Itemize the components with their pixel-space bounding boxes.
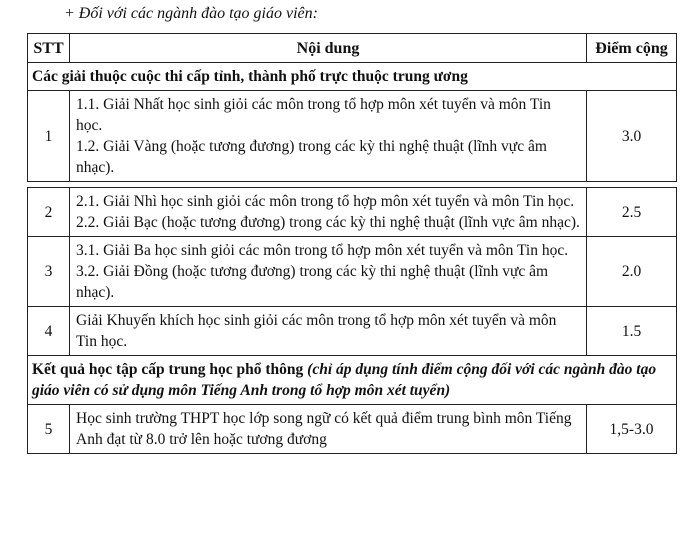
row-content <box>70 91 587 182</box>
header-points: Điểm cộng <box>587 34 677 63</box>
content-line: 1.2. Giải Vàng (hoặc tương đương) trong các kỳ thi nghệ thuật (lĩnh vực âm nhạc). <box>76 138 547 176</box>
row-content <box>70 188 587 237</box>
section-title: Các giải thuộc cuộc thi cấp tỉnh, thành phố trực thuộc trung ương <box>28 63 677 91</box>
row-content: Học sinh trường THPT học lớp song ngữ có kết quả điểm trung bình môn Tiếng Anh đạt từ 8.0 trở lên hoặc tương đương <box>70 405 587 454</box>
bonus-points-table <box>27 33 677 454</box>
row-content <box>70 237 587 307</box>
row-points: 3.0 <box>587 91 677 182</box>
row-stt: 3 <box>28 237 70 307</box>
row-stt: 4 <box>28 307 70 356</box>
section-title <box>28 356 677 405</box>
content-line: 1.1. Giải Nhất học sinh giỏi các môn trong tổ hợp môn xét tuyển và môn Tin học. <box>76 96 551 134</box>
table-row <box>28 237 677 307</box>
row-points: 2.0 <box>587 237 677 307</box>
table-row <box>28 91 677 182</box>
row-points: 1.5 <box>587 307 677 356</box>
section2-title: Kết quả học tập cấp trung học phổ thông <box>32 361 304 378</box>
table-row <box>28 307 677 356</box>
section-row <box>28 63 677 91</box>
header-stt: STT <box>28 34 70 63</box>
content-line: 2.1. Giải Nhì học sinh giỏi các môn trong tổ hợp môn xét tuyển và môn Tin học. <box>76 193 575 210</box>
row-stt: 2 <box>28 188 70 237</box>
row-stt: 5 <box>28 405 70 454</box>
content-line: 2.2. Giải Bạc (hoặc tương đương) trong các kỳ thi nghệ thuật (lĩnh vực âm nhạc). <box>76 214 580 231</box>
section-row <box>28 356 677 405</box>
row-points: 2.5 <box>587 188 677 237</box>
header-content: Nội dung <box>70 34 587 63</box>
content-line: 3.1. Giải Ba học sinh giỏi các môn trong tổ hợp môn xét tuyển và môn Tin học. <box>76 242 569 259</box>
content-line: Giải Khuyến khích học sinh giỏi các môn trong tổ hợp môn xét tuyển và môn Tin học. <box>76 312 557 350</box>
table-row <box>28 188 677 237</box>
row-stt: 1 <box>28 91 70 182</box>
header-row <box>28 34 677 63</box>
content-line: 3.2. Giải Đồng (hoặc tương đương) trong các kỳ thi nghệ thuật (lĩnh vực âm nhạc). <box>76 263 549 301</box>
row-points: 1,5-3.0 <box>587 405 677 454</box>
table-row <box>28 405 677 454</box>
section2-note: (chỉ áp dụng tính điểm cộng đối với các ngành đào tạo giáo viên có sử dụng môn Tiếng Anh trong tổ hợp môn xét tuyển) <box>32 361 657 399</box>
row-content <box>70 307 587 356</box>
intro-text: + Đối với các ngành đào tạo giáo viên: <box>64 5 318 22</box>
